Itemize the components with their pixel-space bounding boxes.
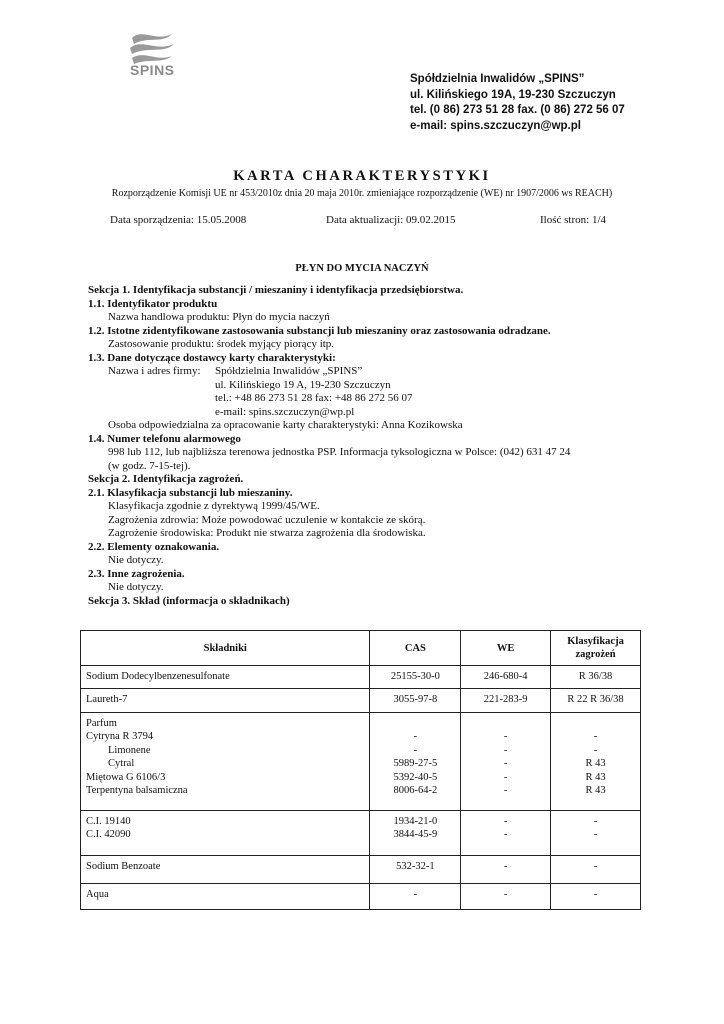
company-email: e-mail: spins.szczuczyn@wp.pl xyxy=(410,119,581,132)
company-address: ul. Kilińskiego 19A, 19-230 Szczuczyn xyxy=(410,88,616,101)
cell-we xyxy=(461,712,551,810)
cell-we: 246-680-4 xyxy=(461,666,551,689)
table-row xyxy=(81,810,641,855)
subsection-1-1: 1.1. Identyfikator produktu xyxy=(88,297,218,310)
we-value: - xyxy=(503,731,508,742)
table-row xyxy=(81,688,641,712)
cell-name: Sodium Dodecylbenzenesulfonate xyxy=(81,666,370,689)
cell-name: Laureth-7 xyxy=(81,688,370,712)
cell-classification: R 36/38 xyxy=(551,666,641,689)
document-body xyxy=(88,284,688,608)
cas-value: 5392-40-5 xyxy=(393,771,438,783)
classification-value xyxy=(553,717,638,731)
date-updated: Data aktualizacji: 09.02.2015 xyxy=(326,214,456,226)
company-phone: tel. (0 86) 273 51 28 fax. (0 86) 272 56 07 xyxy=(410,104,625,116)
cas-value xyxy=(372,717,458,731)
we-value: - xyxy=(503,829,508,840)
cas-value: - xyxy=(413,744,418,756)
ingredient-name: Cytryna R 3794 xyxy=(86,731,154,742)
header-classification xyxy=(551,631,641,666)
subsection-1-3: 1.3. Dane dotyczące dostawcy karty charakterystyki: xyxy=(88,351,336,364)
cas-value: 5989-27-5 xyxy=(393,758,438,769)
cell-cas xyxy=(370,810,461,855)
cell-classification: - xyxy=(551,883,641,909)
supplier-details xyxy=(215,365,413,419)
section-1-heading: Sekcja 1. Identyfikacja substancji / mieszaniny i identyfikacja przedsiębiorstwa. xyxy=(88,284,464,296)
page-count: Ilość stron: 1/4 xyxy=(540,214,606,226)
date-prepared: Data sporządzenia: 15.05.2008 xyxy=(110,214,247,226)
environment-hazards: Zagrożenie środowiska: Produkt nie stwarza zagrożenia dla środowiska. xyxy=(108,527,426,539)
company-name: Spółdzielnia Inwalidów „SPINS” xyxy=(410,73,585,85)
subsection-2-3: 2.3. Inne zagrożenia. xyxy=(88,567,185,580)
we-value: - xyxy=(503,758,508,769)
label-elements-text: Nie dotyczy. xyxy=(108,554,164,566)
table-row xyxy=(81,883,641,909)
cell-we xyxy=(461,810,551,855)
subsection-2-2: 2.2. Elementy oznakowania. xyxy=(88,540,220,553)
supplier-name: Spółdzielnia Inwalidów „SPINS” xyxy=(215,365,363,377)
cell-cas: - xyxy=(370,883,461,909)
cell-name xyxy=(81,712,370,810)
we-value xyxy=(463,717,548,731)
we-value: - xyxy=(503,771,508,783)
cell-we: 221-283-9 xyxy=(461,688,551,712)
cell-name: Sodium Benzoate xyxy=(81,855,370,883)
cas-value: - xyxy=(413,731,418,742)
ingredient-name: Limonene xyxy=(108,744,151,756)
supplier-address: ul. Kilińskiego 19 A, 19-230 Szczuczyn xyxy=(215,378,391,391)
health-hazards: Zagrożenia zdrowia: Może powodować uczulenie w kontakcie ze skórą. xyxy=(108,513,426,526)
cell-classification: R 22 R 36/38 xyxy=(551,688,641,712)
composition-table xyxy=(80,630,641,910)
header-we: WE xyxy=(461,631,551,666)
classification-value: R 43 xyxy=(585,758,606,769)
classification-value: - xyxy=(593,744,598,756)
cell-classification: - xyxy=(551,855,641,883)
classification-value: - xyxy=(593,815,598,827)
cell-cas: 532-32-1 xyxy=(370,855,461,883)
ingredient-name: Cytral xyxy=(108,758,135,769)
ingredient-name: Terpentyna balsamiczna xyxy=(86,785,188,796)
header-classification-line1: Klasyfikacja xyxy=(567,636,624,647)
company-header xyxy=(410,72,625,134)
ingredient-name: Parfum xyxy=(86,717,117,729)
header-ingredients: Składniki xyxy=(81,631,370,666)
classification-value: R 43 xyxy=(585,785,606,796)
product-use: Zastosowanie produktu: środek myjący piorący itp. xyxy=(108,338,335,350)
responsible-person: Osoba odpowiedzialna za opracowanie karty charakterystyki: Anna Kozikowska xyxy=(108,419,463,431)
supplier-email: e-mail: spins.szczuczyn@wp.pl xyxy=(215,405,355,418)
cell-name: Aqua xyxy=(81,883,370,909)
classification-directive: Klasyfikacja zgodnie z dyrektywą 1999/45/WE. xyxy=(108,500,320,512)
header-cas: CAS xyxy=(370,631,461,666)
other-hazards-text: Nie dotyczy. xyxy=(108,581,164,593)
cell-cas xyxy=(370,712,461,810)
we-value: - xyxy=(503,815,508,827)
trade-name: Nazwa handlowa produktu: Płyn do mycia naczyń xyxy=(108,311,330,323)
cell-we: - xyxy=(461,883,551,909)
supplier-block xyxy=(88,365,688,419)
subsection-2-1: 2.1. Klasyfikacja substancji lub mieszaniny. xyxy=(88,486,293,499)
section-3-heading: Sekcja 3. Skład (informacja o składnikach) xyxy=(88,594,290,607)
ingredient-name: Miętowa G 6106/3 xyxy=(86,771,166,783)
emergency-phone-text: 998 lub 112, lub najbliższa terenowa jednostka PSP. Informacja tyksologiczna w Polsce: (042) 631 47 24 xyxy=(108,446,571,458)
ingredient-name: C.I. 42090 xyxy=(86,829,131,840)
document-title: KARTA CHARAKTERYSTYKI xyxy=(233,168,491,184)
classification-value: R 43 xyxy=(585,771,606,783)
subsection-1-4: 1.4. Numer telefonu alarmowego xyxy=(88,432,241,445)
section-2-heading: Sekcja 2. Identyfikacja zagrożeń. xyxy=(88,473,244,485)
cell-cas: 25155-30-0 xyxy=(370,666,461,689)
we-value: - xyxy=(503,744,508,756)
table-row xyxy=(81,666,641,689)
supplier-label: Nazwa i adres firmy: xyxy=(108,365,201,377)
supplier-phone: tel.: +48 86 273 51 28 fax: +48 86 272 56 07 xyxy=(215,392,413,404)
table-row xyxy=(81,855,641,883)
cell-name xyxy=(81,810,370,855)
logo-text: SPINS xyxy=(130,62,175,78)
cell-we: - xyxy=(461,855,551,883)
cas-value: 3844-45-9 xyxy=(393,829,438,840)
cell-classification xyxy=(551,810,641,855)
regulation-note: Rozporządzenie Komisji UE nr 453/2010z dnia 20 maja 2010r. zmieniające rozporządzenie (WE) nr 1907/2006 ws REACH) xyxy=(111,188,613,199)
product-name: PŁYN DO MYCIA NACZYŃ xyxy=(295,263,429,274)
table-header-row xyxy=(81,631,641,666)
subsection-1-2: 1.2. Istotne zidentyfikowane zastosowania substancji lub mieszaniny oraz zastosowania odradzane. xyxy=(88,324,551,337)
header-classification-line2: zagrożeń xyxy=(575,649,616,660)
cell-cas: 3055-97-8 xyxy=(370,688,461,712)
ingredient-name: C.I. 19140 xyxy=(86,815,131,827)
cas-value: 8006-64-2 xyxy=(393,785,438,796)
table-row xyxy=(81,712,641,810)
classification-value: - xyxy=(593,829,598,840)
cas-value: 1934-21-0 xyxy=(393,815,438,827)
cell-classification xyxy=(551,712,641,810)
emergency-hours: (w godz. 7-15-tej). xyxy=(108,459,191,472)
we-value: - xyxy=(503,785,508,796)
classification-value: - xyxy=(593,731,598,742)
